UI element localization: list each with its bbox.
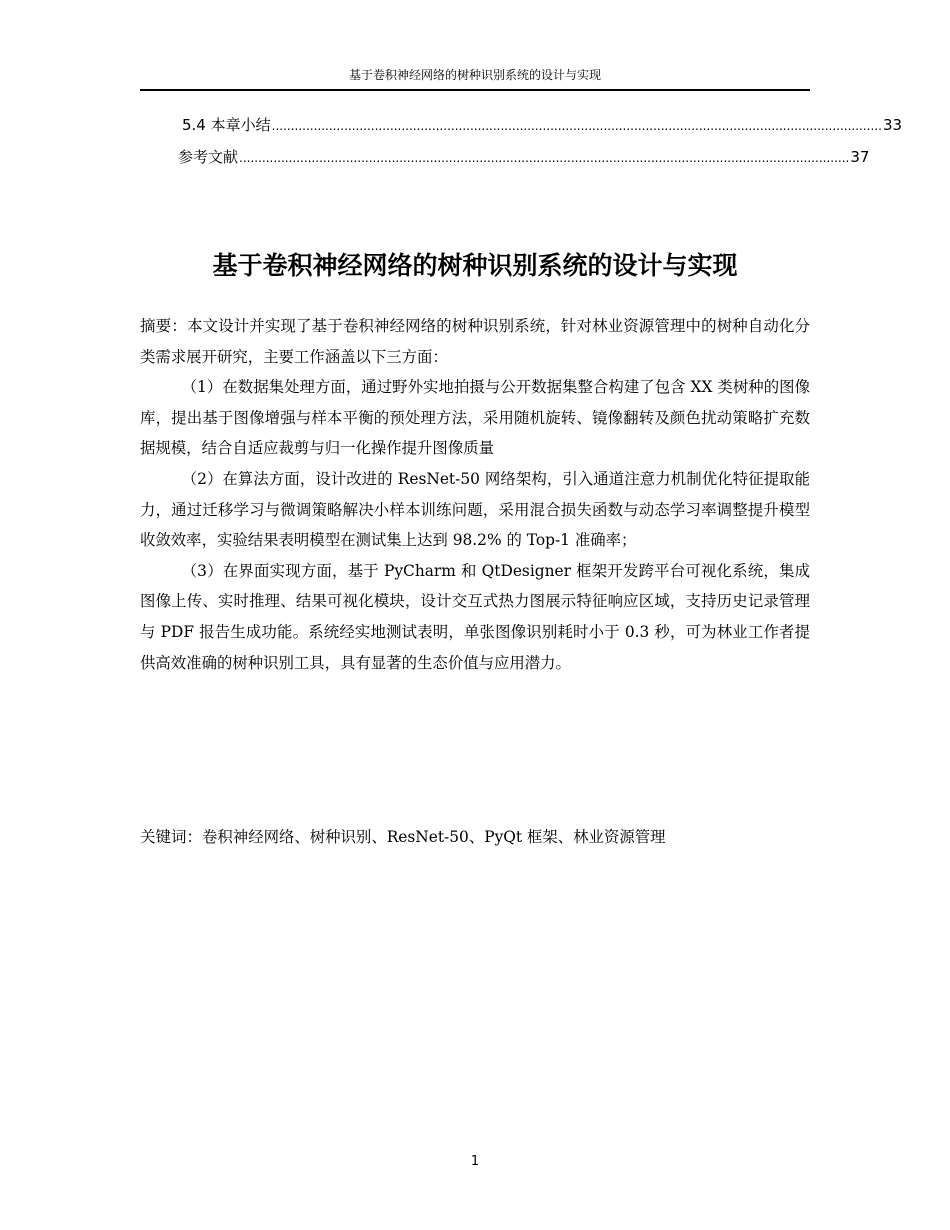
toc-leader-dots: ................................................................................................................................................................ (271, 119, 882, 133)
toc-entry-label: 5.4 本章小结 (182, 116, 271, 134)
abstract-intro-paragraph (140, 311, 810, 372)
toc-entry[interactable] (182, 114, 903, 142)
abstract-label: 摘要： (140, 317, 188, 335)
abstract-section (140, 311, 810, 678)
abstract-paragraph: （1）在数据集处理方面，通过野外实地拍摄与公开数据集整合构建了包含 XX 类树种的图像库，提出基于图像增强与样本平衡的预处理方法，采用随机旋转、镜像翻转及颜色扰动策略扩充数据规模，结合自适应裁剪与归一化操作提升图像质量 (140, 378, 810, 458)
page-number: 1 (470, 1154, 480, 1169)
header-rule (140, 89, 810, 91)
abstract-paragraph: （3）在界面实现方面，基于 PyCharm 和 QtDesigner 框架开发跨平台可视化系统，集成图像上传、实时推理、结果可视化模块，设计交互式热力图展示特征响应区域，支持历史记录管理与 PDF 报告生成功能。系统经实地测试表明，单张图像识别耗时小于 0.3 秒，可为林业工作者提供高效准确的树种识别工具，具有显著的生态价值与应用潜力。 (140, 561, 810, 672)
toc-entry-page: 37 (850, 148, 870, 166)
toc-leader-dots: ................................................................................................................................................................ (239, 151, 850, 165)
toc-entry-page: 33 (882, 116, 903, 134)
keywords-line (140, 822, 810, 852)
toc-entry-label: 参考文献 (178, 148, 239, 166)
document-title: 基于卷积神经网络的树种识别系统的设计与实现 (212, 251, 738, 280)
toc-entry[interactable] (178, 146, 870, 174)
running-header: 基于卷积神经网络的树种识别系统的设计与实现 (348, 68, 601, 82)
abstract-intro-text: 本文设计并实现了基于卷积神经网络的树种识别系统，针对林业资源管理中的树种自动化分类需求展开研究，主要工作涵盖以下三方面： (140, 317, 810, 366)
keywords-text: 卷积神经网络、树种识别、ResNet-50、PyQt 框架、林业资源管理 (202, 828, 666, 846)
keywords-label: 关键词： (140, 828, 203, 846)
abstract-paragraph: （2）在算法方面，设计改进的 ResNet-50 网络架构，引入通道注意力机制优化特征提取能力，通过迁移学习与微调策略解决小样本训练问题，采用混合损失函数与动态学习率调整提升模型收敛效率，实验结果表明模型在测试集上达到 98.2% 的 Top-1 准确率； (140, 469, 810, 550)
